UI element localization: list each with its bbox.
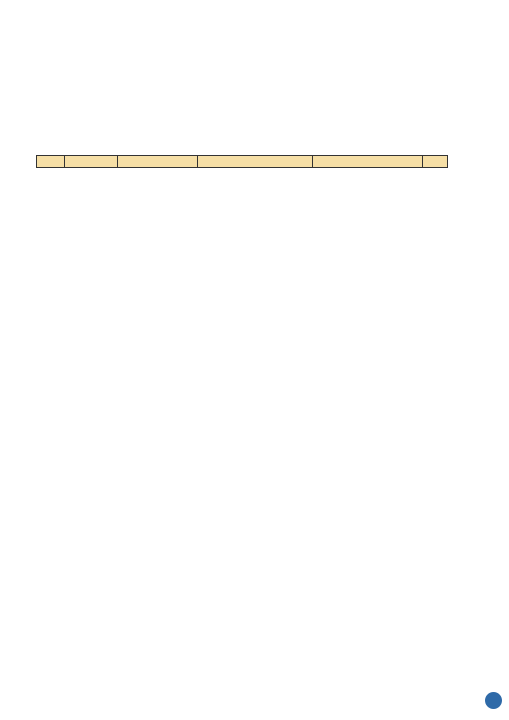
header-required — [423, 156, 448, 168]
data-record-table — [36, 155, 448, 168]
side-tab-navigation — [481, 0, 509, 360]
page-number-badge — [485, 692, 502, 709]
header-range — [313, 156, 423, 168]
header-name — [65, 156, 118, 168]
header-type — [118, 156, 198, 168]
table-header-row — [37, 156, 448, 168]
header-content — [198, 156, 313, 168]
header-no — [37, 156, 65, 168]
